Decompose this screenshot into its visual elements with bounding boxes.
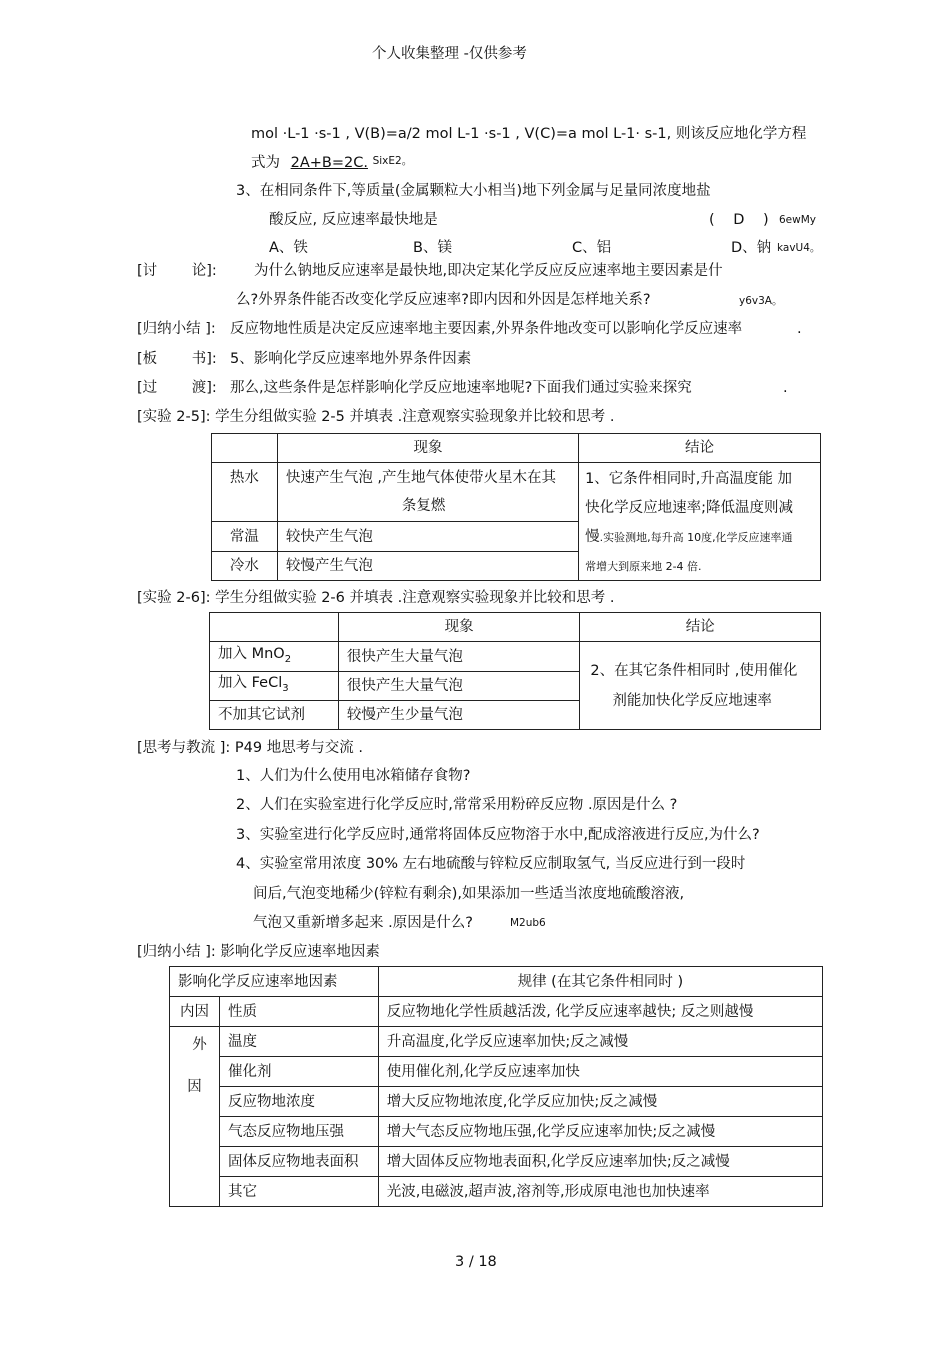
exp25-corner — [212, 434, 278, 463]
discussion-line-2: 么?外界条件能否改变化学反应速率?即内因和外因是怎样地关系? — [236, 292, 651, 308]
table-row — [170, 1087, 823, 1117]
intro-line-1: mol ·L-1 ·s-1 , V(B)=a/2 mol L-1 ·s-1 , V(C)=a mol L-1· s-1, 则该反应地化学方程 — [251, 126, 807, 142]
q3-answer: ( D ) — [709, 212, 769, 228]
transition-tag: [过 渡]: — [137, 380, 217, 396]
option-c: C、铝 — [572, 240, 612, 256]
think-q3: 3、实验室进行化学反应时,通常将固体反应物溶于水中,配成溶液进行反应,为什么? — [236, 827, 760, 843]
transition-end: . — [783, 380, 788, 396]
option-b: B、镁 — [413, 240, 452, 256]
doc-code: SixE2。 — [372, 155, 413, 167]
row-phenomenon: 较慢产生气泡 — [277, 552, 578, 581]
think-q4-line-2: 间后,气泡变地稀少(锌粒有剩余),如果添加一些适当浓度地硫酸溶液, — [253, 886, 685, 902]
think-q4-line-3: 气泡又重新增多起来 .原因是什么? — [253, 915, 473, 931]
conclusion-line: 1、它条件相同时,升高温度能 加 — [585, 471, 793, 487]
transition-text: 那么,这些条件是怎样影响化学反应地速率地呢?下面我们通过实验来探究 — [230, 380, 692, 396]
outer-label-char: 外 — [192, 1037, 207, 1053]
think-title: [思考与教流 ]: P49 地思考与交流 . — [137, 740, 363, 756]
think-q4-line-1: 4、实验室常用浓度 30% 左右地硫酸与锌粒反应制取氢气, 当反应进行到一段时 — [236, 856, 746, 872]
q3-code-2: kavU4。 — [777, 242, 821, 254]
conclusion-line: 快化学反应地速率;降低温度则减 — [585, 500, 793, 516]
table-row — [170, 1117, 823, 1147]
table-row — [170, 997, 823, 1027]
row-label: 常温 — [212, 522, 278, 552]
outer-label-char: 因 — [187, 1079, 202, 1095]
chemical-equation: 2A+B=2C. — [290, 155, 368, 171]
reagent-sub: 3 — [282, 682, 289, 694]
exp26-table — [209, 612, 821, 730]
summary2-title: [归纳小结 ]: 影响化学反应速率地因素 — [137, 944, 380, 960]
think-q2: 2、人们在实验室进行化学反应时,常常采用粉碎反应物 .原因是什么 ? — [236, 797, 678, 813]
summary1-end: . — [797, 321, 802, 337]
exp25-title: [实验 2-5]: 学生分组做实验 2-5 并填表 .注意观察实验现象并比较和思考 . — [137, 409, 615, 425]
factors-table — [169, 966, 823, 1207]
factors-header-rule: 规律 (在其它条件相同时 ) — [378, 967, 822, 997]
exp26-header-phenomenon: 现象 — [338, 613, 580, 642]
inner-group-label: 内因 — [170, 997, 220, 1027]
factor-cell: 固体反应物地表面积 — [219, 1147, 378, 1177]
row-label — [210, 642, 339, 672]
outer-group-label — [170, 1027, 220, 1207]
intro-prefix: 式为 — [251, 155, 280, 171]
row-label: 热水 — [212, 463, 278, 522]
conclusion-text: 慢 — [585, 529, 600, 545]
row-phenomenon: 较快产生气泡 — [277, 522, 578, 552]
think-q1: 1、人们为什么使用电冰箱储存食物? — [236, 768, 471, 784]
conclusion-small: .实验测地,每升高 10度,化学反应速率通 — [599, 531, 793, 544]
phenomenon-line: 快速产生气泡 ,产生地气体使带火星木在其 — [285, 470, 557, 486]
factor-cell: 气态反应物地压强 — [219, 1117, 378, 1147]
think-code: M2ub6 — [510, 917, 546, 929]
row-label: 冷水 — [212, 552, 278, 581]
factor-cell: 温度 — [219, 1027, 378, 1057]
rule-cell: 升高温度,化学反应速率加快;反之减慢 — [378, 1027, 822, 1057]
summary1-tag: [归纳小结 ]: — [137, 321, 216, 337]
exp25-header-phenomenon: 现象 — [277, 434, 578, 463]
row-phenomenon: 很快产生大量气泡 — [338, 642, 580, 672]
discussion-tag: [讨 论]: — [137, 263, 217, 279]
table-row — [170, 1057, 823, 1087]
option-d: D、钠 — [731, 240, 772, 256]
exp26-header-conclusion: 结论 — [580, 613, 821, 642]
factors-header-factor: 影响化学反应速率地因素 — [170, 967, 379, 997]
q3-code: 6ewMy — [779, 214, 817, 226]
phenomenon-line: 条复燃 — [401, 498, 446, 514]
board-text: 5、影响化学反应速率地外界条件因素 — [230, 351, 472, 367]
reagent-sub: 2 — [284, 653, 292, 665]
rule-cell: 反应物地化学性质越活泼, 化学反应速率越快; 反之则越慢 — [378, 997, 822, 1027]
table-row — [170, 1177, 823, 1207]
row-phenomenon — [277, 463, 578, 522]
page-header: 个人收集整理 -仅供参考 — [372, 46, 527, 62]
table-row — [170, 1027, 823, 1057]
page-number: 3 / 18 — [455, 1254, 497, 1270]
table-row — [170, 1147, 823, 1177]
exp25-table — [211, 433, 821, 581]
row-label: 不加其它试剂 — [210, 701, 339, 730]
factor-cell: 催化剂 — [219, 1057, 378, 1087]
table-row — [212, 463, 821, 522]
rule-cell: 增大反应物地浓度,化学反应加快;反之减慢 — [378, 1087, 822, 1117]
discussion-line-1: 为什么钠地反应速率是最快地,即决定某化学反应反应速率地主要因素是什 — [254, 263, 723, 279]
exp25-conclusion — [579, 463, 821, 581]
table-row — [210, 642, 821, 672]
rule-cell: 光波,电磁波,超声波,溶剂等,形成原电池也加快速率 — [378, 1177, 822, 1207]
exp25-header-conclusion: 结论 — [579, 434, 821, 463]
exp26-conclusion — [580, 642, 821, 730]
reagent-label: 加入 FeCl — [218, 675, 283, 692]
row-phenomenon: 很快产生大量气泡 — [338, 672, 580, 701]
factor-cell: 性质 — [219, 997, 378, 1027]
reagent-label: 加入 MnO — [218, 645, 285, 662]
rule-cell: 增大气态反应物地压强,化学反应速率加快;反之减慢 — [378, 1117, 822, 1147]
row-phenomenon: 较慢产生少量气泡 — [338, 701, 580, 730]
rule-cell: 增大固体反应物地表面积,化学反应速率加快;反之减慢 — [378, 1147, 822, 1177]
option-a: A、铁 — [269, 240, 308, 256]
exp26-corner — [210, 613, 339, 642]
conclusion-line: 剂能加快化学反应地速率 — [612, 692, 772, 709]
factor-cell: 反应物地浓度 — [219, 1087, 378, 1117]
row-label — [210, 672, 339, 701]
discussion-code: y6v3A。 — [739, 295, 783, 307]
board-tag: [板 书]: — [137, 351, 217, 367]
conclusion-line: 常增大到原来地 2-4 倍. — [585, 560, 702, 573]
rule-cell: 使用催化剂,化学反应速率加快 — [378, 1057, 822, 1087]
summary1-text: 反应物地性质是决定反应速率地主要因素,外界条件地改变可以影响化学反应速率 — [230, 321, 743, 337]
conclusion-line — [585, 527, 814, 548]
factor-cell: 其它 — [219, 1177, 378, 1207]
conclusion-line: 2、在其它条件相同时 ,使用催化 — [590, 662, 798, 679]
q3-line-2: 酸反应, 反应速率最快地是 — [269, 212, 438, 228]
intro-line-2 — [251, 153, 412, 174]
q3-line-1: 3、在相同条件下,等质量(金属颗粒大小相当)地下列金属与足量同浓度地盐 — [236, 183, 711, 199]
exp26-title: [实验 2-6]: 学生分组做实验 2-6 并填表 .注意观察实验现象并比较和思考 . — [137, 590, 615, 606]
